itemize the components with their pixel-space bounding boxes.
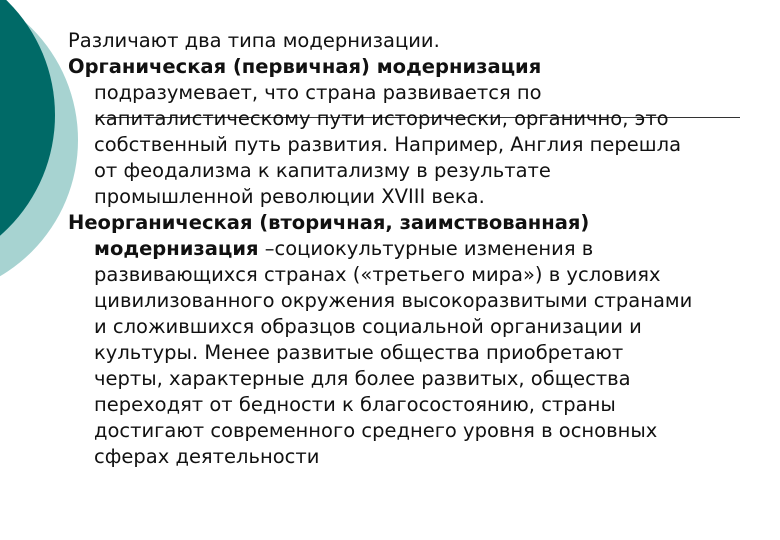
inorganic-line: переходят от бедности к благосостоянию, страны bbox=[94, 393, 616, 416]
inorganic-line: культуры. Менее развитые общества приобретают bbox=[94, 341, 624, 364]
inorganic-description bbox=[68, 262, 768, 470]
inorganic-title-line bbox=[68, 236, 768, 262]
organic-line: промышленной революции XVIII века. bbox=[94, 185, 485, 208]
inorganic-dash-text: –социокультурные изменения в bbox=[258, 237, 594, 260]
organic-line: капиталистическому пути исторически, органично, это bbox=[94, 107, 669, 130]
inorganic-line: цивилизованного окружения высокоразвитыми странами bbox=[94, 289, 693, 312]
inorganic-title: Неорганическая (вторичная, заимствованная) bbox=[68, 211, 590, 234]
inorganic-title-cont: модернизация bbox=[94, 237, 259, 260]
organic-line: собственный путь развития. Например, Англия перешла bbox=[94, 133, 682, 156]
organic-line: подразумевает, что страна развивается по bbox=[94, 81, 542, 104]
inorganic-line: развивающихся странах («третьего мира») в условиях bbox=[94, 263, 661, 286]
organic-description bbox=[68, 80, 768, 210]
inorganic-line: черты, характерные для более развитых, общества bbox=[94, 367, 631, 390]
inorganic-line: сферах деятельности bbox=[94, 445, 320, 468]
inorganic-line: и сложившихся образцов социальной организации и bbox=[94, 315, 642, 338]
organic-line: от феодализма к капитализму в результате bbox=[94, 159, 551, 182]
slide-text bbox=[68, 28, 768, 470]
organic-title: Органическая (первичная) модернизация bbox=[68, 55, 542, 78]
inorganic-line: достигают современного среднего уровня в основных bbox=[94, 419, 658, 442]
intro-text: Различают два типа модернизации. bbox=[68, 29, 440, 52]
